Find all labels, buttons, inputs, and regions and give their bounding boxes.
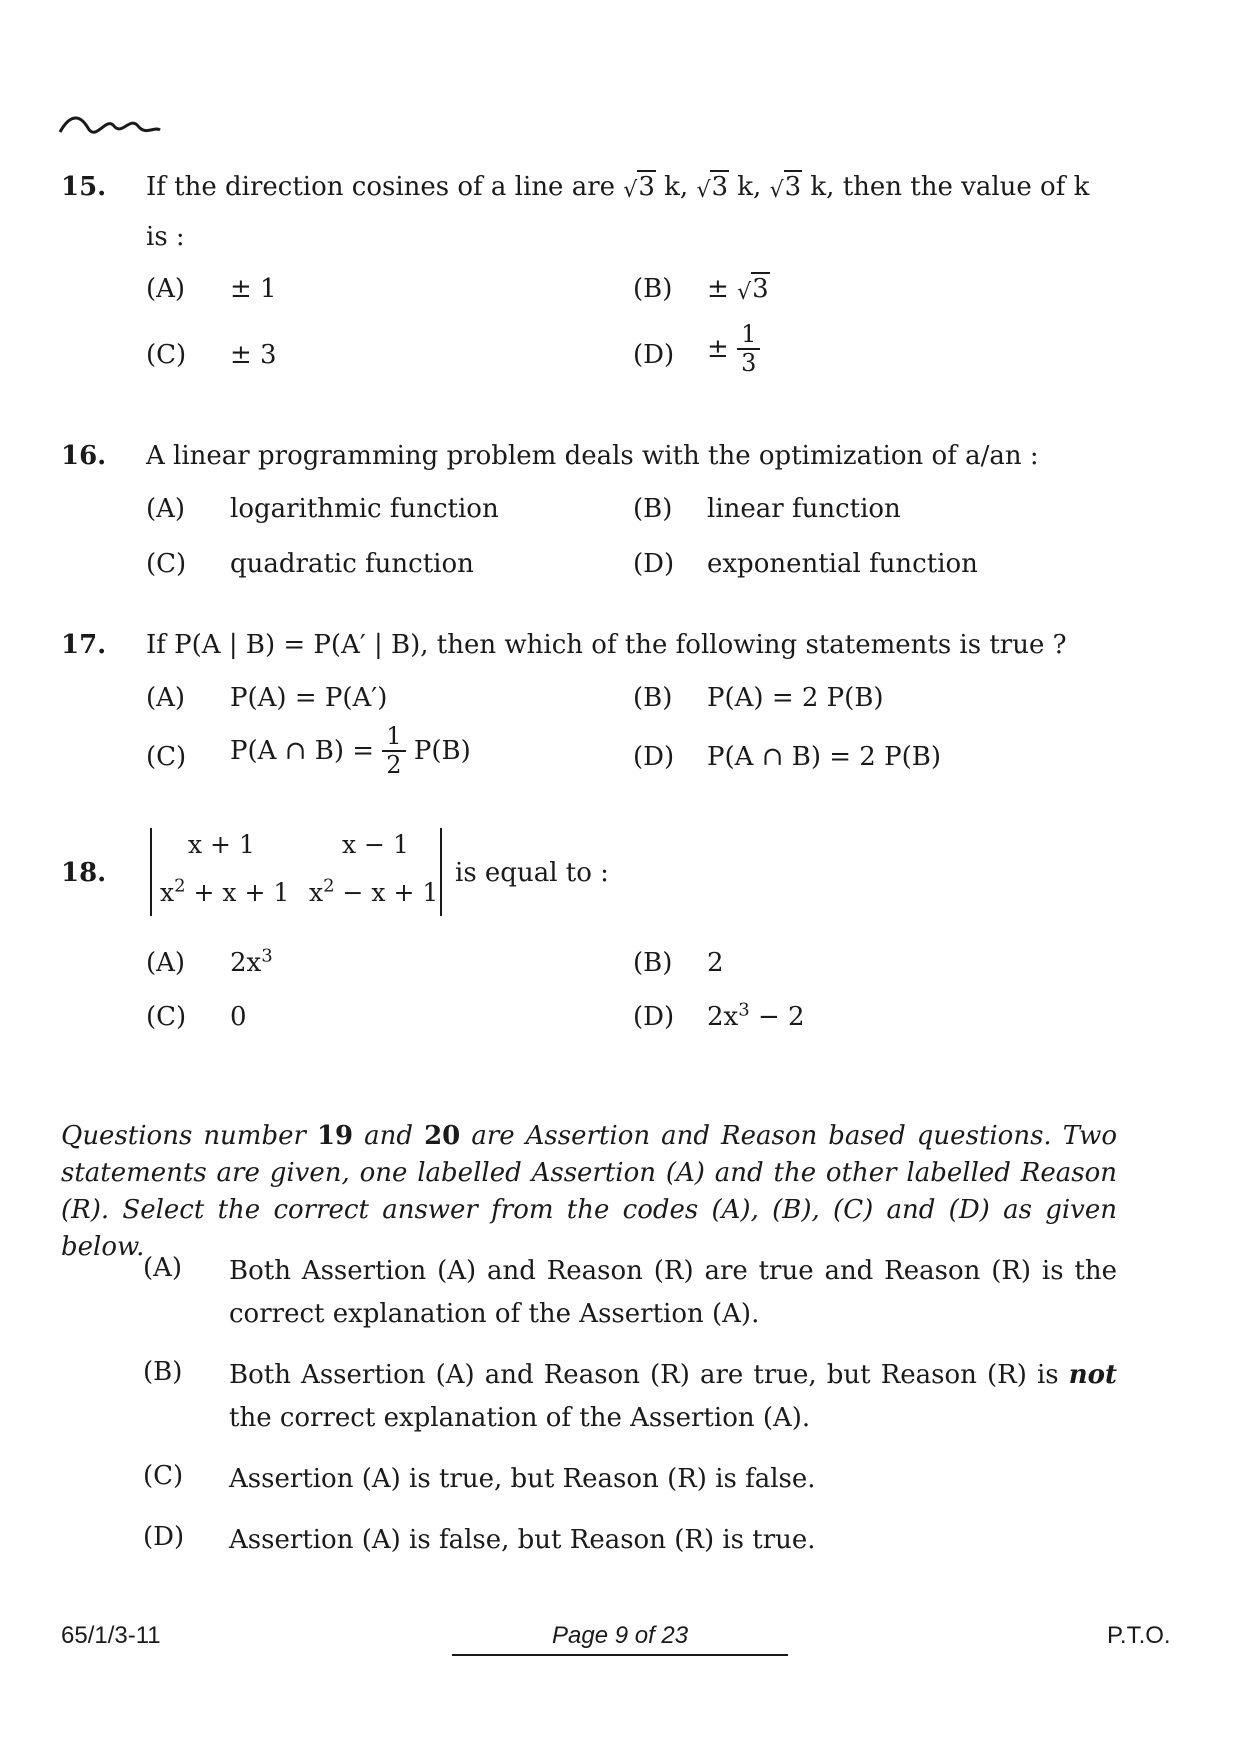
- fraction: $\frac{1}{2}$: [382, 724, 405, 778]
- det-cell: $x^2 + x + 1$: [160, 875, 290, 907]
- option-value: $2x^3 - 2$: [707, 999, 805, 1032]
- option-value: P(A) = P(A′): [230, 683, 388, 713]
- option-value: P(A ∩ B) = 2 P(B): [707, 742, 941, 772]
- option-label: (B): [633, 274, 673, 304]
- option-value: ± 3: [230, 340, 277, 370]
- option-label: (D): [633, 340, 675, 370]
- option-label: (D): [633, 1002, 675, 1032]
- footer-rule: [452, 1654, 788, 1656]
- option-label: (C): [146, 742, 187, 772]
- code-label: (A): [143, 1253, 183, 1283]
- fraction: $\frac{1}{3}$: [737, 322, 760, 376]
- option-label: (D): [633, 549, 675, 579]
- option-label: (B): [633, 494, 673, 524]
- code-text: Both Assertion (A) and Reason (R) are true and Reason (R) is the correct explanation of the Assertion (A).: [229, 1256, 1117, 1329]
- option-label: (C): [146, 340, 187, 370]
- option-label: (A): [146, 274, 186, 304]
- option-value: P(A ∩ B) = $\frac{1}{2}$ P(B): [230, 722, 471, 780]
- question-text: If the direction cosines of a line are √3 k, √3 k, √3 k, then the value of k: [146, 172, 1090, 203]
- option-label: (D): [633, 742, 675, 772]
- option-value: ± $\frac{1}{3}$: [707, 322, 760, 376]
- question-text: If P(A | B) = P(A′ | B), then which of the following statements is true ?: [146, 630, 1067, 660]
- option-value: P(A) = 2 P(B): [707, 683, 884, 713]
- option-value: quadratic function: [230, 549, 474, 579]
- option-label: (A): [146, 948, 186, 978]
- sqrt-term: √3: [769, 172, 802, 203]
- code-text: Assertion (A) is true, but Reason (R) is false.: [229, 1464, 816, 1494]
- det-cell: $x^2 - x + 1$: [309, 875, 439, 907]
- option-value: 0: [230, 1002, 247, 1032]
- det-cell: x + 1: [188, 830, 255, 859]
- code-text: Assertion (A) is false, but Reason (R) is true.: [229, 1525, 816, 1555]
- question-number: 16.: [61, 441, 107, 471]
- code-label: (D): [143, 1522, 185, 1552]
- pto-label: P.T.O.: [1107, 1622, 1171, 1649]
- determinant: [150, 828, 442, 916]
- question-number: 18.: [61, 858, 107, 888]
- det-cell: x − 1: [342, 830, 409, 859]
- code-text: Both Assertion (A) and Reason (R) are true, but Reason (R) is not the correct explanation of the Assertion (A).: [229, 1360, 1118, 1433]
- code-label: (B): [143, 1357, 183, 1387]
- option-value: exponential function: [707, 549, 978, 579]
- option-label: (A): [146, 683, 186, 713]
- question-text: A linear programming problem deals with the optimization of a/an :: [146, 441, 1039, 471]
- sqrt-term: √3: [696, 172, 729, 203]
- option-label: (B): [633, 683, 673, 713]
- page-number: Page 9 of 23: [552, 1622, 689, 1649]
- option-value: $2x^3$: [230, 945, 273, 978]
- option-value: ± √3: [707, 274, 769, 305]
- option-value: logarithmic function: [230, 494, 499, 524]
- question-number: 17.: [61, 630, 107, 660]
- wave-mark: [58, 112, 162, 142]
- option-label: (B): [633, 948, 673, 978]
- sqrt-term: √3: [623, 172, 655, 203]
- option-label: (A): [146, 494, 186, 524]
- question-text-line2: is :: [146, 222, 185, 252]
- code-label: (C): [143, 1461, 184, 1491]
- question-number: 15.: [61, 172, 107, 202]
- option-label: (C): [146, 549, 187, 579]
- assertion-reason-instructions: Questions number 19 and 20 are Assertion and Reason based questions. Two statements are given, one labelled Assertion (A) and the other labelled Reason (R). Select the correct answer from the codes (A), (B), (C) and (D) as given below.: [61, 1121, 1118, 1262]
- option-value: 2: [707, 948, 724, 978]
- paper-code: 65/1/3-11: [61, 1622, 161, 1649]
- question-text: is equal to :: [455, 858, 609, 888]
- option-value: ± 1: [230, 274, 277, 304]
- option-label: (C): [146, 1002, 187, 1032]
- option-value: linear function: [707, 494, 901, 524]
